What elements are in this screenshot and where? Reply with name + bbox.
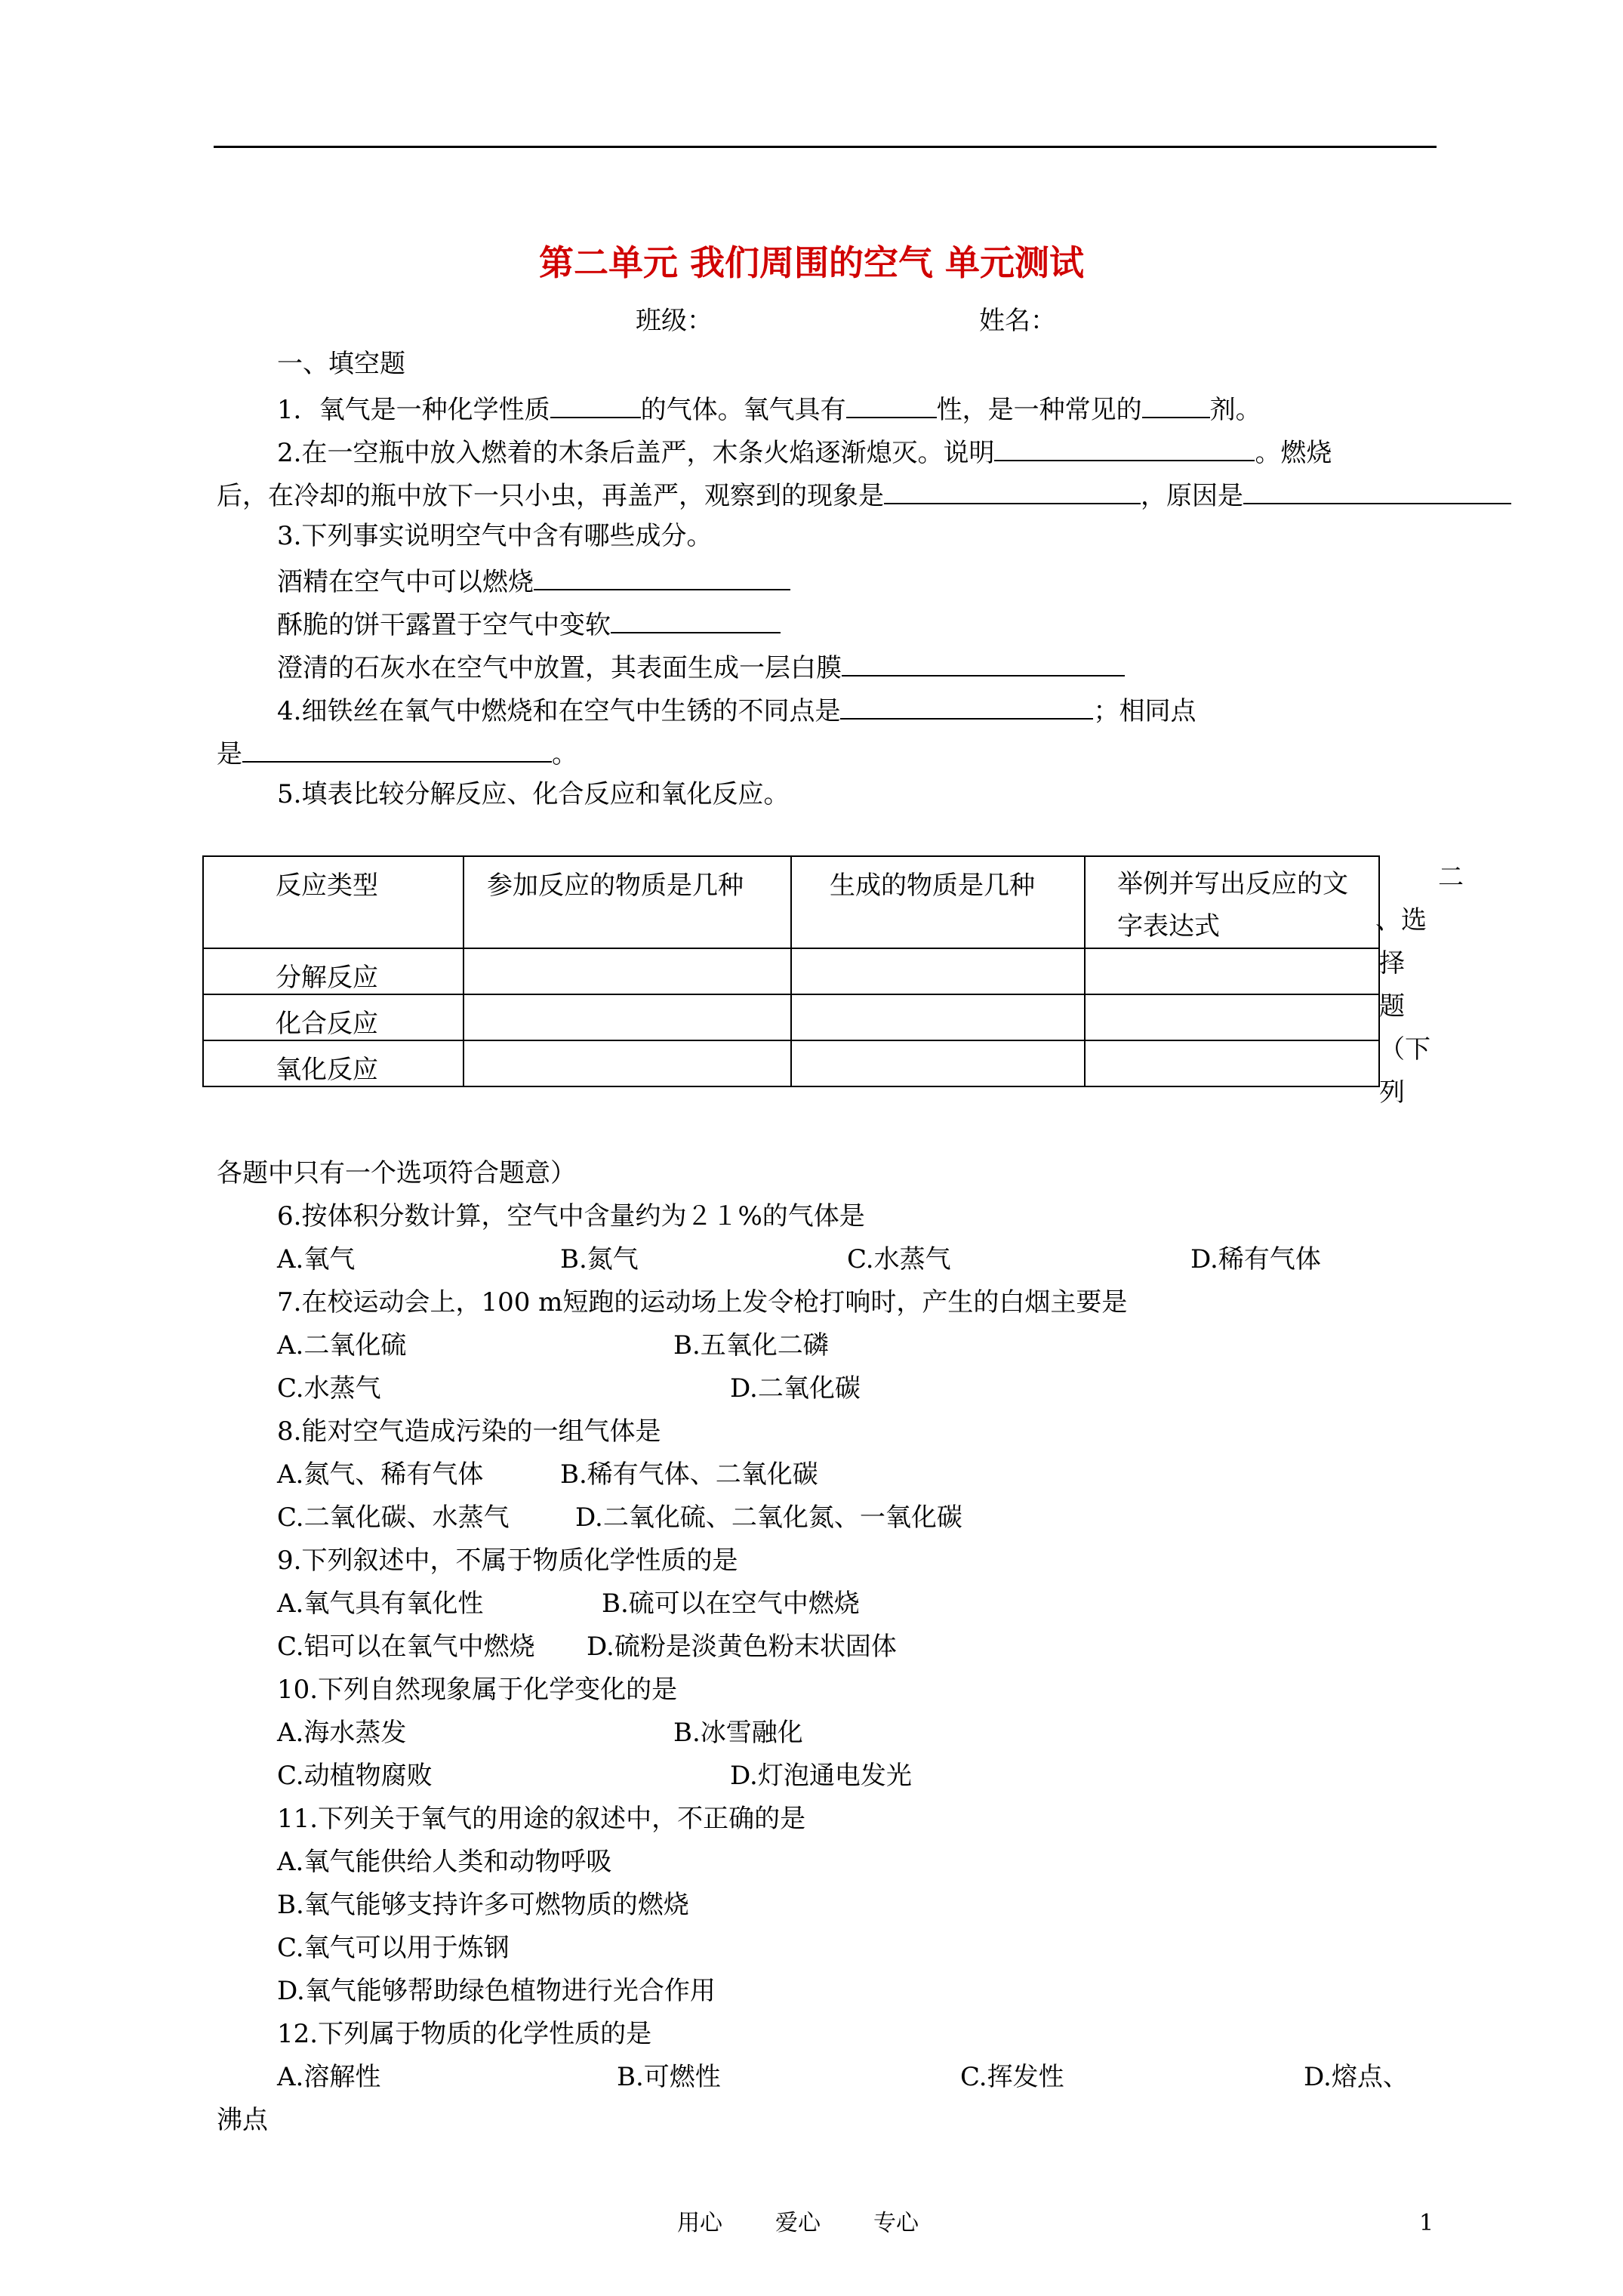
table-row (203, 948, 1379, 994)
question-2-line1 (277, 437, 1332, 466)
table-cell-empty[interactable] (1085, 994, 1379, 1040)
question-9: 9.下列叙述中，不属于物质化学性质的是 (277, 1546, 738, 1576)
q2-blank-2[interactable] (884, 480, 1141, 504)
q6-option-d[interactable]: D.稀有气体 (1190, 1244, 1321, 1274)
q9-option-a[interactable]: A.氧气具有氧化性 (277, 1589, 484, 1619)
table-row-label: 分解反应 (276, 963, 378, 994)
question-4-line2 (217, 738, 577, 767)
q1-text-a: 1．氧气是一种化学性质 (277, 395, 550, 425)
q6-option-b[interactable]: B.氮气 (560, 1244, 639, 1274)
q10-option-c[interactable]: C.动植物腐败 (277, 1761, 433, 1791)
question-3: 3.下列事实说明空气中含有哪些成分。 (277, 521, 713, 551)
table-cell-empty[interactable] (791, 948, 1085, 994)
q3-item-1 (277, 566, 790, 595)
q6-option-a[interactable]: A.氧气 (277, 1244, 356, 1274)
q8-option-a[interactable]: A.氮气、稀有气体 (277, 1459, 484, 1490)
q4-text-a: 4.细铁丝在氧气中燃烧和在空气中生锈的不同点是 (277, 696, 841, 726)
section2-side-3: 择 (1379, 948, 1405, 978)
table-cell-empty[interactable] (1085, 948, 1379, 994)
table-row (203, 994, 1379, 1040)
q4-text-b: ；相同点 (1093, 696, 1196, 726)
q8-option-b[interactable]: B.稀有气体、二氧化碳 (560, 1459, 818, 1490)
table-cell-empty[interactable] (791, 994, 1085, 1040)
table-row-label: 化合反应 (276, 1009, 378, 1040)
q10-option-a[interactable]: A.海水蒸发 (277, 1718, 407, 1748)
table-header-reactants: 参加反应的物质是几种 (487, 871, 744, 901)
table-cell-empty[interactable] (463, 994, 791, 1040)
table-cell-empty[interactable] (1085, 1040, 1379, 1086)
comparison-table (202, 855, 1380, 1087)
q10-option-b[interactable]: B.冰雪融化 (673, 1718, 803, 1748)
table-header-type: 反应类型 (276, 871, 378, 901)
question-12: 12.下列属于物质的化学性质的是 (277, 2019, 652, 2049)
page-title: 第二单元 我们周围的空气 单元测试 (538, 242, 1085, 283)
q12-option-a[interactable]: A.溶解性 (277, 2062, 381, 2092)
q1-text-b: 的气体。氧气具有 (640, 395, 846, 425)
q9-option-d[interactable]: D.硫粉是淡黄色粉末状固体 (587, 1632, 897, 1662)
q11-option-a[interactable]: A.氧气能供给人类和动物呼吸 (277, 1847, 612, 1877)
q10-option-d[interactable]: D.灯泡通电发光 (730, 1761, 912, 1791)
section2-side-4: 题 (1379, 991, 1405, 1022)
q3-blank-2[interactable] (611, 609, 781, 633)
table-cell-empty[interactable] (463, 948, 791, 994)
q11-option-b[interactable]: B.氧气能够支持许多可燃物质的燃烧 (277, 1890, 689, 1920)
q3-item-3-text: 澄清的石灰水在空气中放置，其表面生成一层白膜 (277, 653, 842, 683)
section-fill-blank-heading: 一、填空题 (277, 349, 405, 379)
q8-option-c[interactable]: C.二氧化碳、水蒸气 (277, 1502, 510, 1533)
header-rule (214, 146, 1437, 148)
section2-side-2: 、选 (1375, 905, 1427, 935)
q4-text-c: 是 (217, 739, 242, 769)
q8-option-d[interactable]: D.二氧化硫、二氧化氮、一氧化碳 (575, 1502, 962, 1533)
q12-option-d[interactable]: D.熔点、 (1304, 2062, 1409, 2092)
question-8: 8.能对空气造成污染的一组气体是 (277, 1416, 661, 1447)
q1-blank-1[interactable] (550, 394, 641, 418)
footer-text-3: 专心 (873, 2210, 919, 2236)
q2-blank-3[interactable] (1243, 480, 1511, 504)
q3-item-1-text: 酒精在空气中可以燃烧 (277, 567, 534, 597)
q1-blank-3[interactable] (1142, 394, 1210, 418)
q1-blank-2[interactable] (846, 394, 937, 418)
q12-option-b[interactable]: B.可燃性 (617, 2062, 721, 2092)
question-7: 7.在校运动会上，100 m短跑的运动场上发令枪打响时，产生的白烟主要是 (277, 1287, 1128, 1318)
table-cell-empty[interactable] (463, 1040, 791, 1086)
footer-text-2: 爱心 (775, 2210, 821, 2236)
question-6: 6.按体积分数计算，空气中含量约为２１%的气体是 (277, 1201, 865, 1231)
q9-option-c[interactable]: C.铝可以在氧气中燃烧 (277, 1632, 535, 1662)
q7-option-b[interactable]: B.五氧化二磷 (673, 1330, 829, 1361)
q3-blank-3[interactable] (842, 652, 1125, 676)
q3-item-2-text: 酥脆的饼干露置于空气中变软 (277, 610, 611, 640)
question-10: 10.下列自然现象属于化学变化的是 (277, 1675, 678, 1705)
q1-text-d: 剂。 (1209, 395, 1261, 425)
table-header-row (203, 856, 1379, 948)
q2-blank-1[interactable] (994, 437, 1255, 461)
q4-blank-2[interactable] (242, 738, 552, 763)
q6-option-c[interactable]: C.水蒸气 (847, 1244, 951, 1274)
table-cell-empty[interactable] (791, 1040, 1085, 1086)
question-2-line2 (217, 480, 1511, 509)
table-header-example: 举例并写出反应的文字表达式 (1085, 856, 1379, 948)
q7-option-a[interactable]: A.二氧化硫 (277, 1330, 407, 1361)
question-1 (277, 394, 1261, 423)
q3-item-3 (277, 652, 1125, 681)
footer-text-1: 用心 (677, 2210, 722, 2236)
q7-option-c[interactable]: C.水蒸气 (277, 1373, 381, 1404)
section2-side-6: 列 (1379, 1077, 1405, 1108)
section2-side-1: 二 (1438, 862, 1464, 892)
table-header-products: 生成的物质是几种 (830, 871, 1035, 901)
question-5: 5.填表比较分解反应、化合反应和氧化反应。 (277, 779, 790, 809)
q2-text-c: 后，在冷却的瓶中放下一只小虫，再盖严，观察到的现象是 (217, 481, 884, 511)
q7-option-d[interactable]: D.二氧化碳 (730, 1373, 861, 1404)
table-row-label: 氧化反应 (276, 1055, 378, 1086)
question-4-line1 (277, 695, 1196, 724)
name-label: 姓名： (979, 306, 1056, 336)
q3-blank-1[interactable] (534, 566, 790, 590)
question-11: 11.下列关于氧气的用途的叙述中，不正确的是 (277, 1804, 806, 1834)
q12-option-c[interactable]: C.挥发性 (960, 2062, 1064, 2092)
section2-heading-rest: 各题中只有一个选项符合题意） (217, 1158, 576, 1188)
q1-text-c: 性，是一种常见的 (936, 395, 1142, 425)
class-label: 班级： (636, 306, 713, 336)
q2-text-b: 。燃烧 (1255, 438, 1332, 468)
table-row (203, 1040, 1379, 1086)
section2-side-5: （下 (1379, 1034, 1431, 1065)
q9-option-b[interactable]: B.硫可以在空气中燃烧 (602, 1589, 860, 1619)
page-number: 1 (1419, 2210, 1434, 2236)
q2-text-a: 2.在一空瓶中放入燃着的木条后盖严，木条火焰逐渐熄灭。说明 (277, 438, 995, 468)
q12-option-d-cont: 沸点 (217, 2105, 268, 2135)
q2-text-d: ，原因是 (1141, 481, 1243, 511)
q11-option-c[interactable]: C.氧气可以用于炼钢 (277, 1933, 510, 1963)
q4-text-d: 。 (552, 739, 577, 769)
q3-item-2 (277, 609, 781, 638)
q11-option-d[interactable]: D.氧气能够帮助绿色植物进行光合作用 (277, 1976, 716, 2006)
q4-blank-1[interactable] (840, 695, 1093, 720)
